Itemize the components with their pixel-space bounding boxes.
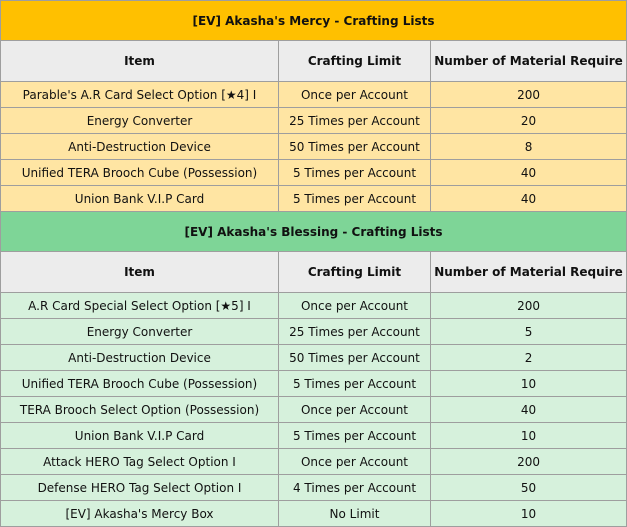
item-cell: Union Bank V.I.P Card <box>1 186 279 212</box>
material-cell: 200 <box>431 449 627 475</box>
material-cell: 20 <box>431 108 627 134</box>
material-cell: 10 <box>431 423 627 449</box>
item-cell: Energy Converter <box>1 108 279 134</box>
blessing-section <box>1 212 627 527</box>
limit-cell: 5 Times per Account <box>279 160 431 186</box>
column-header-limit: Crafting Limit <box>279 252 431 293</box>
item-cell: Unified TERA Brooch Cube (Possession) <box>1 371 279 397</box>
material-cell: 10 <box>431 501 627 527</box>
table-row <box>1 397 627 423</box>
column-header-item: Item <box>1 252 279 293</box>
table-row <box>1 160 627 186</box>
material-cell: 10 <box>431 371 627 397</box>
limit-cell: 50 Times per Account <box>279 134 431 160</box>
item-cell: [EV] Akasha's Mercy Box <box>1 501 279 527</box>
limit-cell: 4 Times per Account <box>279 475 431 501</box>
item-cell: A.R Card Special Select Option [★5] I <box>1 293 279 319</box>
mercy-section-title: [EV] Akasha's Mercy - Crafting Lists <box>1 1 627 41</box>
table-row <box>1 345 627 371</box>
limit-cell: 5 Times per Account <box>279 186 431 212</box>
limit-cell: Once per Account <box>279 293 431 319</box>
mercy-title-row <box>1 1 627 41</box>
item-cell: Parable's A.R Card Select Option [★4] I <box>1 82 279 108</box>
material-cell: 5 <box>431 319 627 345</box>
limit-cell: 25 Times per Account <box>279 108 431 134</box>
table-row <box>1 475 627 501</box>
column-header-item: Item <box>1 41 279 82</box>
table-row <box>1 134 627 160</box>
limit-cell: 5 Times per Account <box>279 371 431 397</box>
blessing-header-row <box>1 252 627 293</box>
limit-cell: 5 Times per Account <box>279 423 431 449</box>
limit-cell: Once per Account <box>279 82 431 108</box>
table-row <box>1 186 627 212</box>
limit-cell: 50 Times per Account <box>279 345 431 371</box>
material-cell: 8 <box>431 134 627 160</box>
item-cell: Anti-Destruction Device <box>1 134 279 160</box>
table-row <box>1 371 627 397</box>
item-cell: Unified TERA Brooch Cube (Possession) <box>1 160 279 186</box>
limit-cell: Once per Account <box>279 397 431 423</box>
item-cell: Attack HERO Tag Select Option I <box>1 449 279 475</box>
material-cell: 40 <box>431 186 627 212</box>
material-cell: 200 <box>431 82 627 108</box>
material-cell: 2 <box>431 345 627 371</box>
table-row <box>1 501 627 527</box>
column-header-material: Number of Material Require <box>431 41 627 82</box>
table-row <box>1 82 627 108</box>
table-row <box>1 293 627 319</box>
material-cell: 50 <box>431 475 627 501</box>
material-cell: 200 <box>431 293 627 319</box>
item-cell: Defense HERO Tag Select Option I <box>1 475 279 501</box>
mercy-header-row <box>1 41 627 82</box>
column-header-material: Number of Material Require <box>431 252 627 293</box>
material-cell: 40 <box>431 397 627 423</box>
blessing-title-row <box>1 212 627 252</box>
blessing-section-title: [EV] Akasha's Blessing - Crafting Lists <box>1 212 627 252</box>
table-row <box>1 423 627 449</box>
column-header-limit: Crafting Limit <box>279 41 431 82</box>
item-cell: TERA Brooch Select Option (Possession) <box>1 397 279 423</box>
item-cell: Anti-Destruction Device <box>1 345 279 371</box>
table-row <box>1 449 627 475</box>
mercy-section <box>1 1 627 212</box>
limit-cell: No Limit <box>279 501 431 527</box>
table-row <box>1 108 627 134</box>
limit-cell: 25 Times per Account <box>279 319 431 345</box>
table-row <box>1 319 627 345</box>
item-cell: Energy Converter <box>1 319 279 345</box>
item-cell: Union Bank V.I.P Card <box>1 423 279 449</box>
limit-cell: Once per Account <box>279 449 431 475</box>
material-cell: 40 <box>431 160 627 186</box>
